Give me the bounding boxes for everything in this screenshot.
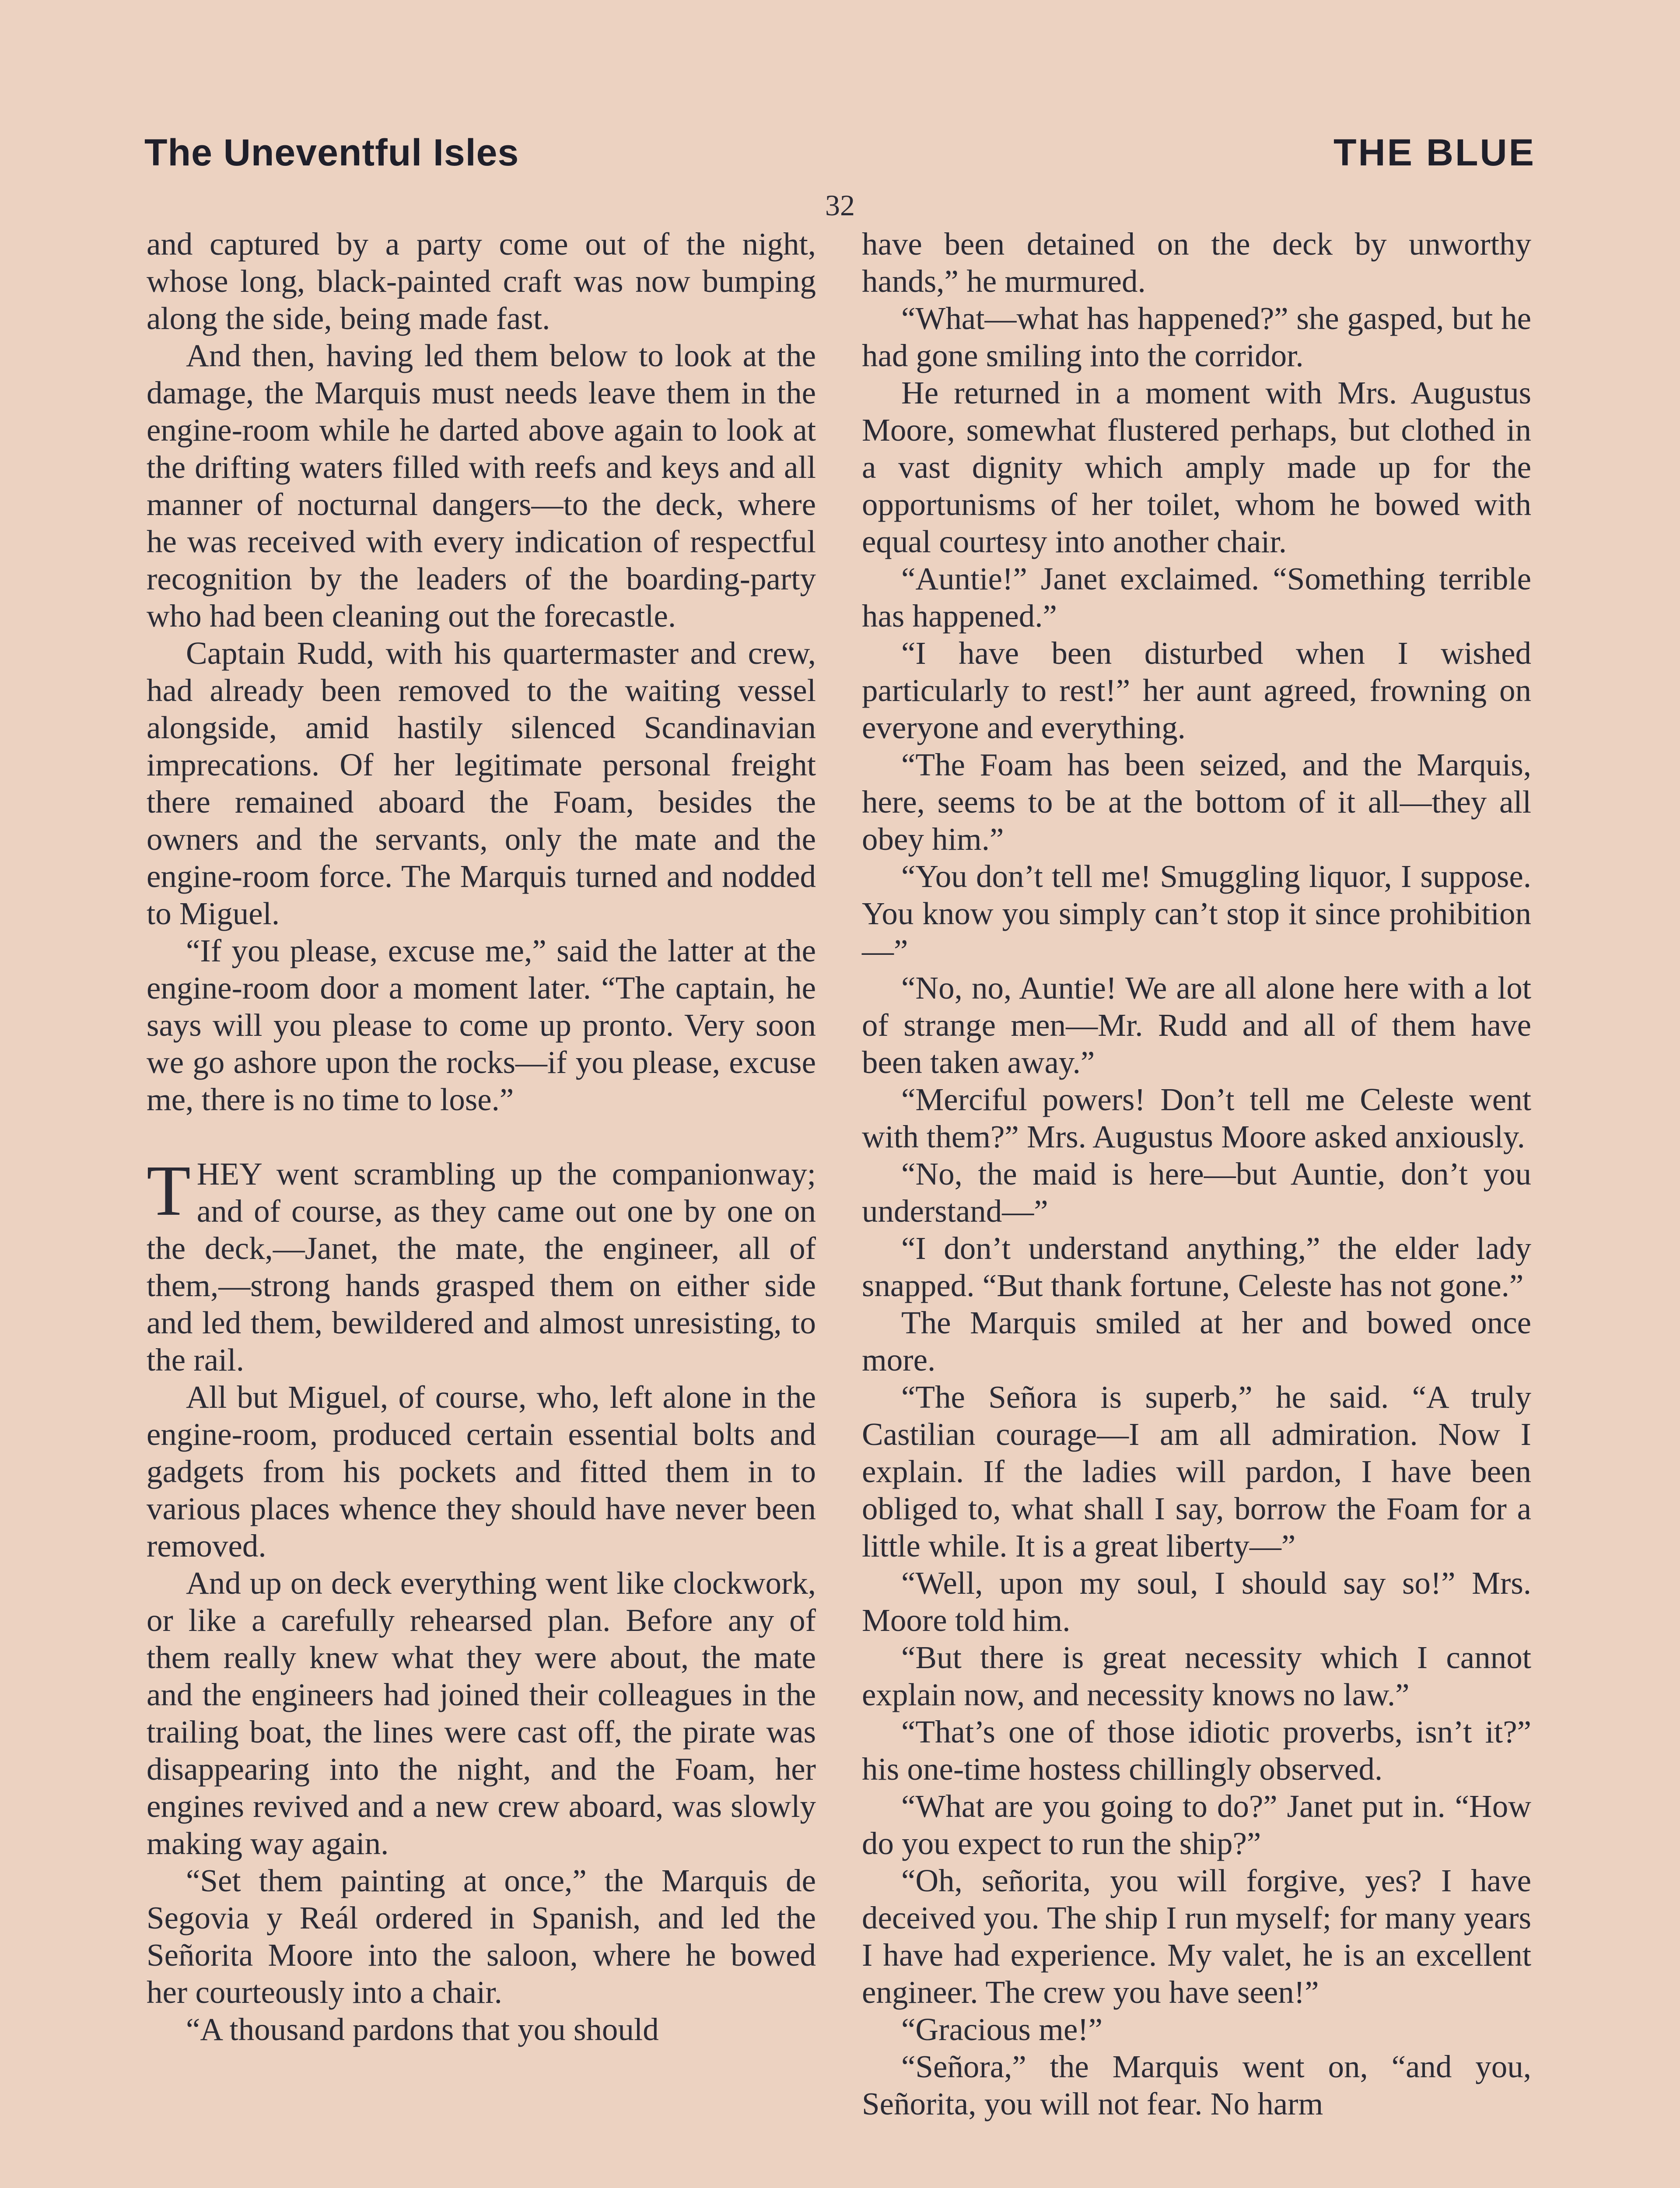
paragraph: “What are you going to do?” Janet put in. “How do you expect to run the ship?” [862, 1788, 1531, 1861]
paragraph: “I don’t understand anything,” the elder lady snapped. “But thank fortune, Celeste has not gone.” [862, 1231, 1531, 1303]
magazine-name: THE BLUE [1334, 132, 1536, 174]
page-number: 32 [825, 189, 855, 222]
paragraph: “The Foam has been seized, and the Marquis, here, seems to be at the bottom of it all—they all obey him.” [862, 747, 1531, 857]
paragraph: He returned in a moment with Mrs. Augustus Moore, somewhat flustered perhaps, but clothed in a vast dignity which amply made up for the opportunisms of her toilet, whom he bowed with equal courtesy into another chair. [862, 375, 1531, 559]
paragraph: “No, no, Auntie! We are all alone here with a lot of strange men—Mr. Rudd and all of them have been taken away.” [862, 970, 1531, 1080]
paragraph: “Auntie!” Janet exclaimed. “Something terrible has happened.” [862, 561, 1531, 634]
paragraph: “Gracious me!” [901, 2012, 1103, 2047]
paragraph: “No, the maid is here—but Auntie, don’t you understand—” [862, 1156, 1531, 1229]
left-column [147, 225, 816, 2048]
paragraph: “You don’t tell me! Smuggling liquor, I suppose. You know you simply can’t stop it since prohibition—” [862, 859, 1531, 968]
story-title: The Uneventful Isles [144, 132, 519, 174]
paragraph: All but Miguel, of course, who, left alone in the engine-room, produced certain essential bolts and gadgets from his pockets and fitted them in to various places whence they should have never been removed. [147, 1379, 816, 1564]
paragraph: “Merciful powers! Don’t tell me Celeste went with them?” Mrs. Augustus Moore asked anxiously. [862, 1082, 1531, 1154]
paragraph: And then, having led them below to look at the damage, the Marquis must needs leave them in the engine-room while he darted above again to look at the drifting waters filled with reefs and keys and all manner of nocturnal dangers—to the deck, where he was received with every indication of respectful recognition by the leaders of the boarding-party who had been cleaning out the forecastle. [147, 338, 816, 634]
right-column [862, 225, 1531, 2122]
paragraph: “Set them painting at once,” the Marquis de Segovia y Reál ordered in Spanish, and led the Señorita Moore into the saloon, where he bowed her courteously into a chair. [147, 1863, 816, 2010]
drop-cap: T [147, 1150, 191, 1231]
paragraph: Captain Rudd, with his quartermaster and crew, had already been removed to the waiting vessel alongside, amid hastily silenced Scandinavian imprecations. Of her legitimate personal freight there remained aboard the Foam, besides the owners and the servants, only the mate and the engine-room force. The Marquis turned and nodded to Miguel. [147, 635, 816, 931]
paragraph: “Well, upon my soul, I should say so!” Mrs. Moore told him. [862, 1565, 1531, 1638]
paragraph: “Señora,” the Marquis went on, “and you, Señorita, you will not fear. No harm [862, 2049, 1531, 2121]
paragraph: “But there is great necessity which I cannot explain now, and necessity knows no law.” [862, 1640, 1531, 1712]
paragraph: “What—what has happened?” she gasped, but he had gone smiling into the corridor. [862, 301, 1531, 373]
paragraph: “A thousand pardons that you should [186, 2012, 659, 2047]
paragraph: And up on deck everything went like clockwork, or like a carefully rehearsed plan. Before any of them really knew what they were about, the mate and the engineers had joined their colleagues in the trailing boat, the lines were cast off, the pirate was disappearing into the night, and the Foam, her engines revived and a new crew aboard, was slowly making way again. [147, 1565, 816, 1861]
section-first-text: HEY went scrambling up the companionway; and of course, as they came out one by one on the deck,—Janet, the mate, the engineer, all of them,—strong hands grasped them on either side and led them, bewildered and almost unresisting, to the rail. [147, 1156, 816, 1378]
paragraph: “If you please, excuse me,” said the latter at the engine-room door a moment later. “The captain, he says will you please to come up pronto. Very soon we go ashore upon the rocks—if you please, excuse me, there is no time to lose.” [147, 933, 816, 1117]
paragraph: “I have been disturbed when I wished particularly to rest!” her aunt agreed, frowning on everyone and everything. [862, 635, 1531, 745]
section-start-paragraph [147, 1150, 816, 1378]
paragraph: “Oh, señorita, you will forgive, yes? I have deceived you. The ship I run myself; for many years I have had experience. My valet, he is an excellent engineer. The crew you have seen!” [862, 1863, 1531, 2010]
paragraph: “That’s one of those idiotic proverbs, isn’t it?” his one-time hostess chillingly observed. [862, 1714, 1531, 1787]
paragraph: and captured by a party come out of the night, whose long, black-painted craft was now bumping along the side, being made fast. [147, 226, 816, 336]
paragraph: “The Señora is superb,” he said. “A truly Castilian courage—I am all admiration. Now I explain. If the ladies will pardon, I have been obliged to, what shall I say, borrow the Foam for a little while. It is a great liberty—” [862, 1379, 1531, 1564]
paragraph: have been detained on the deck by unworthy hands,” he murmured. [862, 226, 1531, 299]
paragraph: The Marquis smiled at her and bowed once more. [862, 1305, 1531, 1378]
